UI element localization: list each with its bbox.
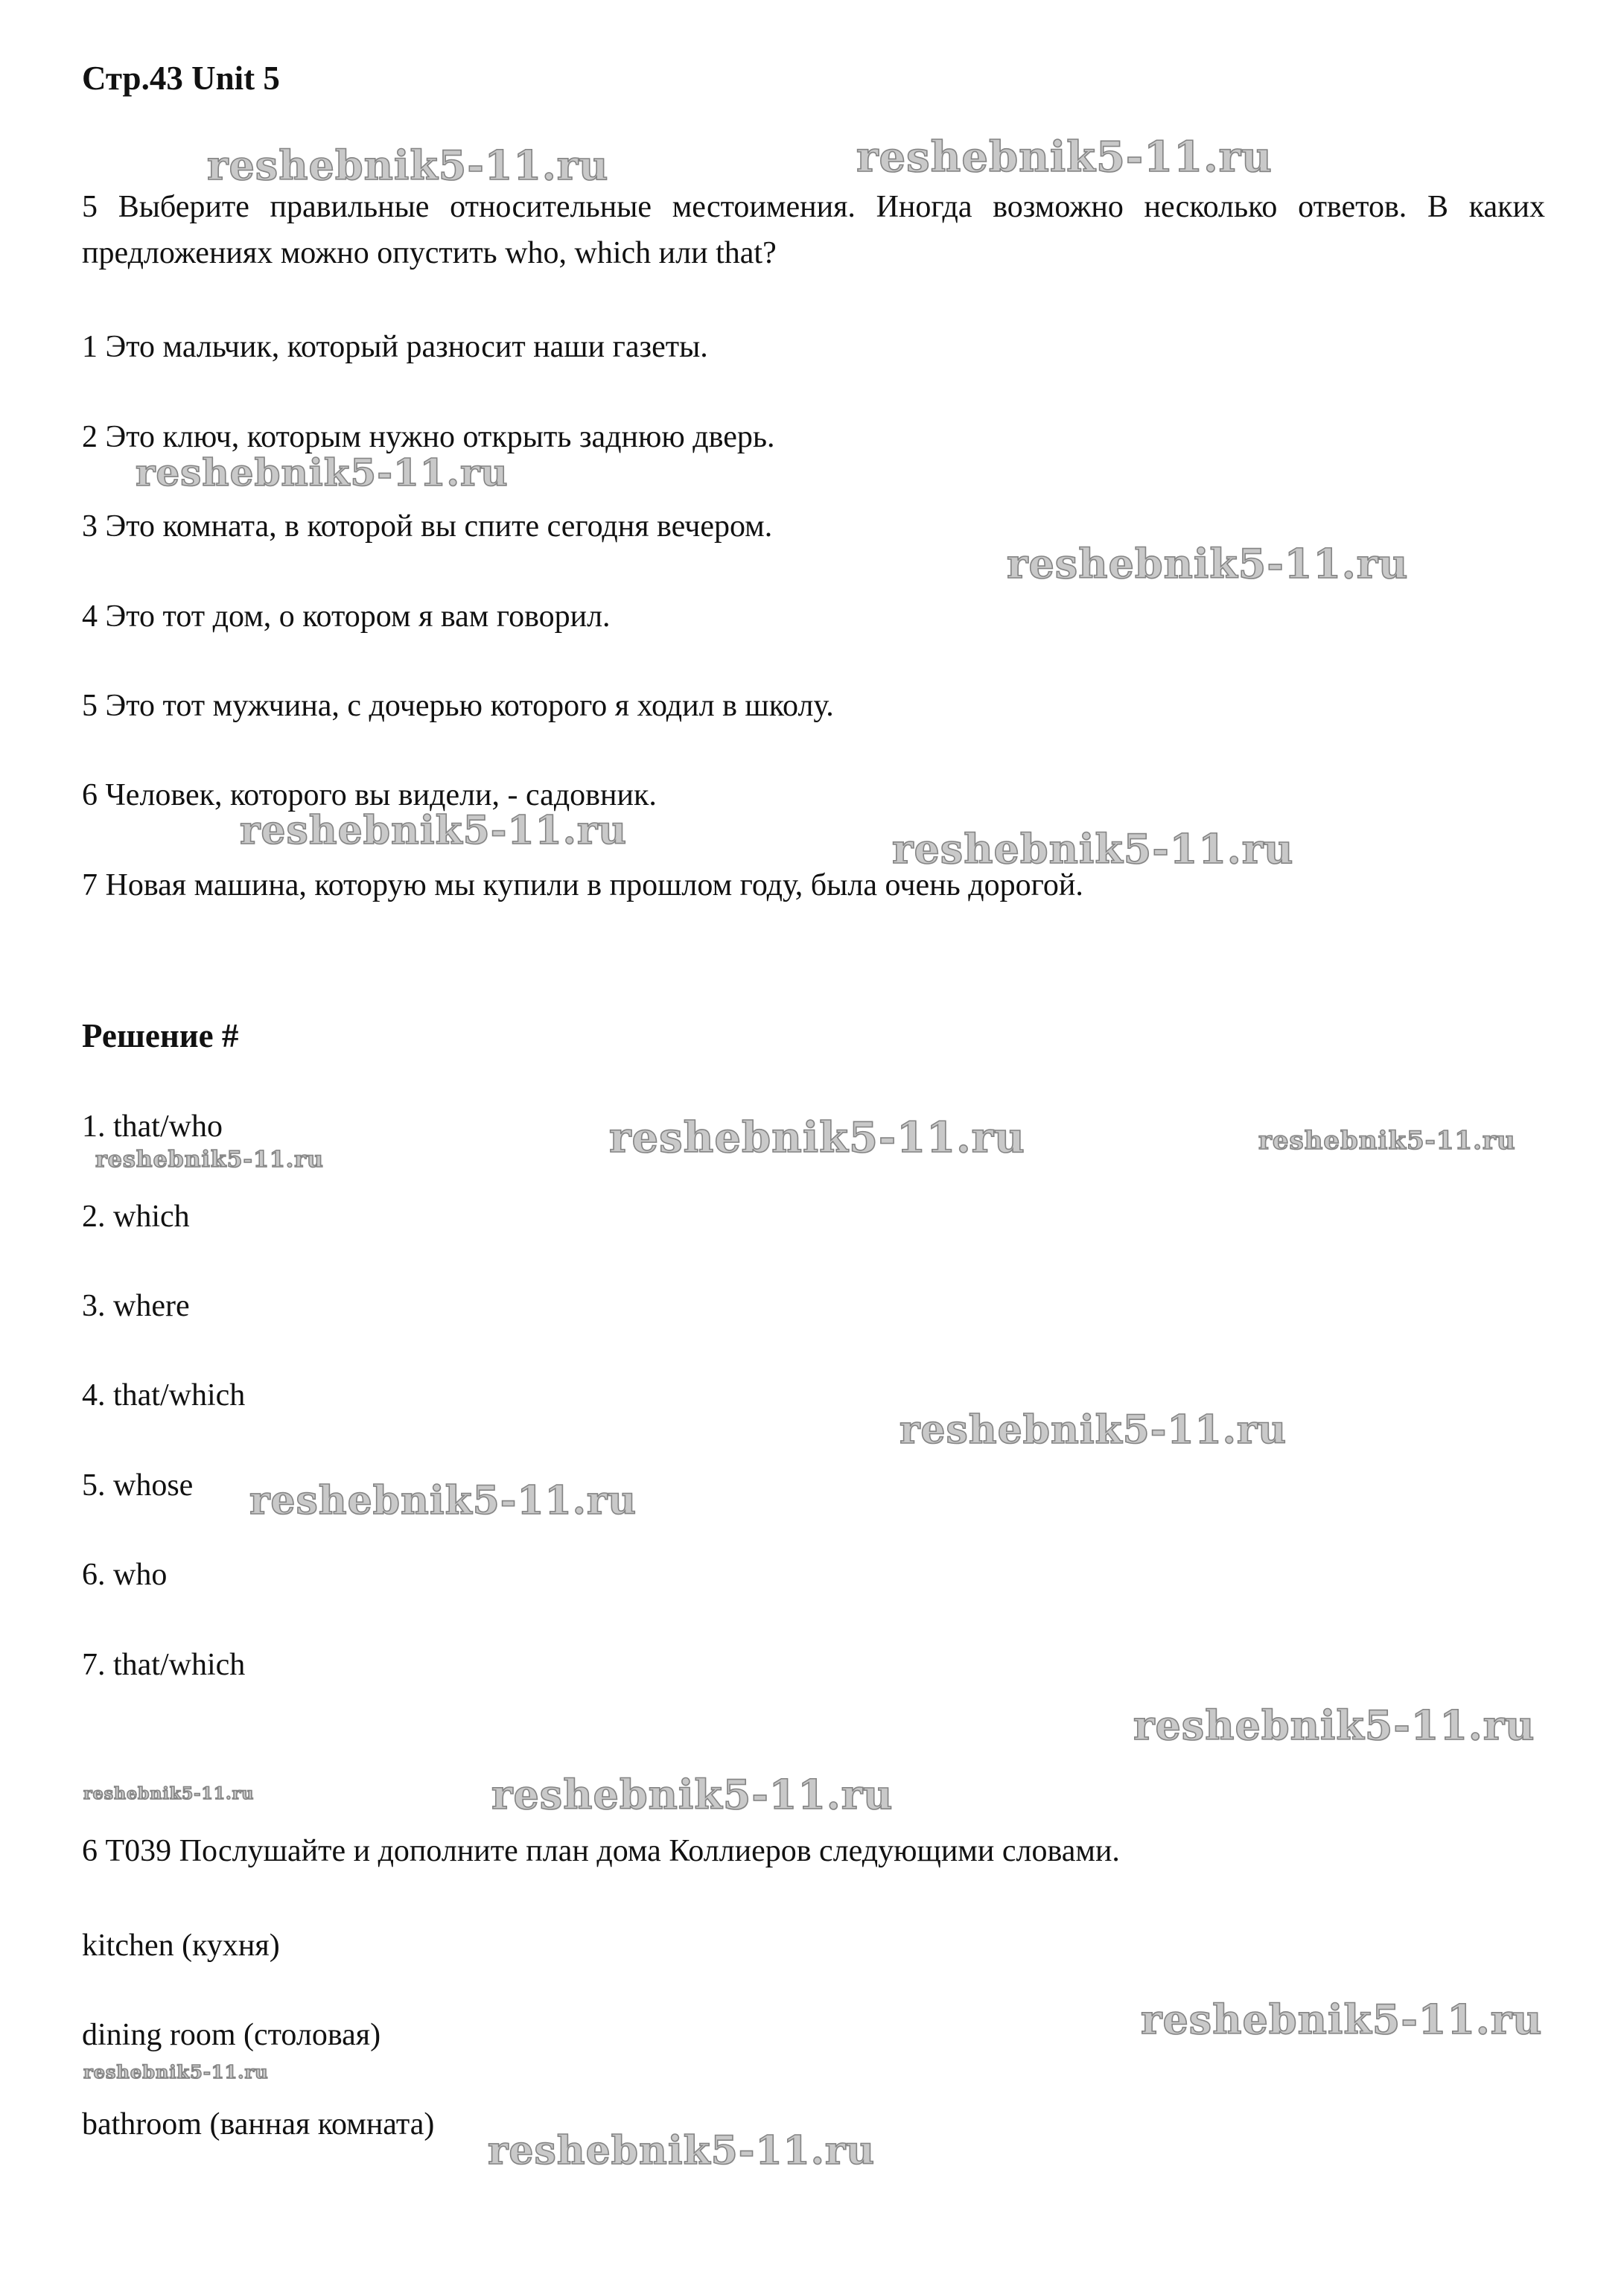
watermark-text: reshebnik5-11.ru	[609, 1113, 1025, 1162]
sentence-item: 2 Это ключ, которым нужно открыть заднюю дверь.	[82, 419, 775, 454]
sentence-item: 1 Это мальчик, который разносит наши газеты.	[82, 330, 708, 365]
word-item: bathroom (ванная комната)	[82, 2107, 435, 2142]
answer-item: 6. who	[82, 1558, 168, 1593]
watermark-text: reshebnik5-11.ru	[1133, 1701, 1535, 1749]
task-6-text: 6 Т039 Послушайте и дополните план дома Коллиеров следующими словами.	[82, 1833, 1120, 1868]
watermark-text: reshebnik5-11.ru	[1258, 1126, 1516, 1156]
answer-item: 2. which	[82, 1199, 190, 1234]
watermark-text: reshebnik5-11.ru	[1007, 540, 1409, 587]
page-header: Стр.43 Unit 5	[82, 60, 280, 97]
answer-item: 3. where	[82, 1288, 190, 1323]
watermark-text: reshebnik5-11.ru	[83, 2061, 269, 2083]
word-item: dining room (столовая)	[82, 2018, 381, 2053]
watermark-text: reshebnik5-11.ru	[136, 450, 509, 494]
watermark-text: reshebnik5-11.ru	[892, 825, 1294, 873]
answer-item: 5. whose	[82, 1468, 194, 1503]
watermark-text: reshebnik5-11.ru	[249, 1478, 637, 1523]
answer-item: 1. that/who	[82, 1109, 223, 1144]
watermark-text: reshebnik5-11.ru	[95, 1147, 324, 1173]
sentence-item: 6 Человек, которого вы видели, - садовник.	[82, 778, 657, 813]
watermark-text: reshebnik5-11.ru	[899, 1407, 1287, 1453]
watermark-text: reshebnik5-11.ru	[856, 133, 1273, 182]
answer-list	[82, 1108, 1545, 1684]
sentence-item: 4 Это тот дом, о котором я вам говорил.	[82, 599, 611, 634]
watermark-text: reshebnik5-11.ru	[488, 2128, 876, 2174]
sentence-item: 5 Это тот мужчина, с дочерью которого я ходил в школу.	[82, 689, 834, 724]
word-item: kitchen (кухня)	[82, 1928, 280, 1963]
watermark-text: reshebnik5-11.ru	[491, 1771, 894, 1818]
task-5-text: 5 Выберите правильные относительные местоимения. Иногда возможно несколько ответов. В каких предложениях можно опустить who, which или that?	[82, 190, 1545, 270]
answer-item: 4. that/which	[82, 1378, 246, 1413]
sentence-item: 7 Новая машина, которую мы купили в прошлом году, была очень дорогой.	[82, 867, 1083, 902]
solution-header: Решение #	[82, 1017, 239, 1055]
sentence-list	[82, 328, 1545, 904]
sentence-item: 3 Это комната, в которой вы спите сегодня вечером.	[82, 509, 773, 544]
watermark-text: reshebnik5-11.ru	[83, 1784, 255, 1803]
word-list	[82, 1927, 1545, 2144]
watermark-text: reshebnik5-11.ru	[240, 808, 628, 853]
watermark-text: reshebnik5-11.ru	[1141, 1996, 1543, 2043]
watermark-text: reshebnik5-11.ru	[207, 141, 609, 189]
answer-item: 7. that/which	[82, 1647, 246, 1682]
